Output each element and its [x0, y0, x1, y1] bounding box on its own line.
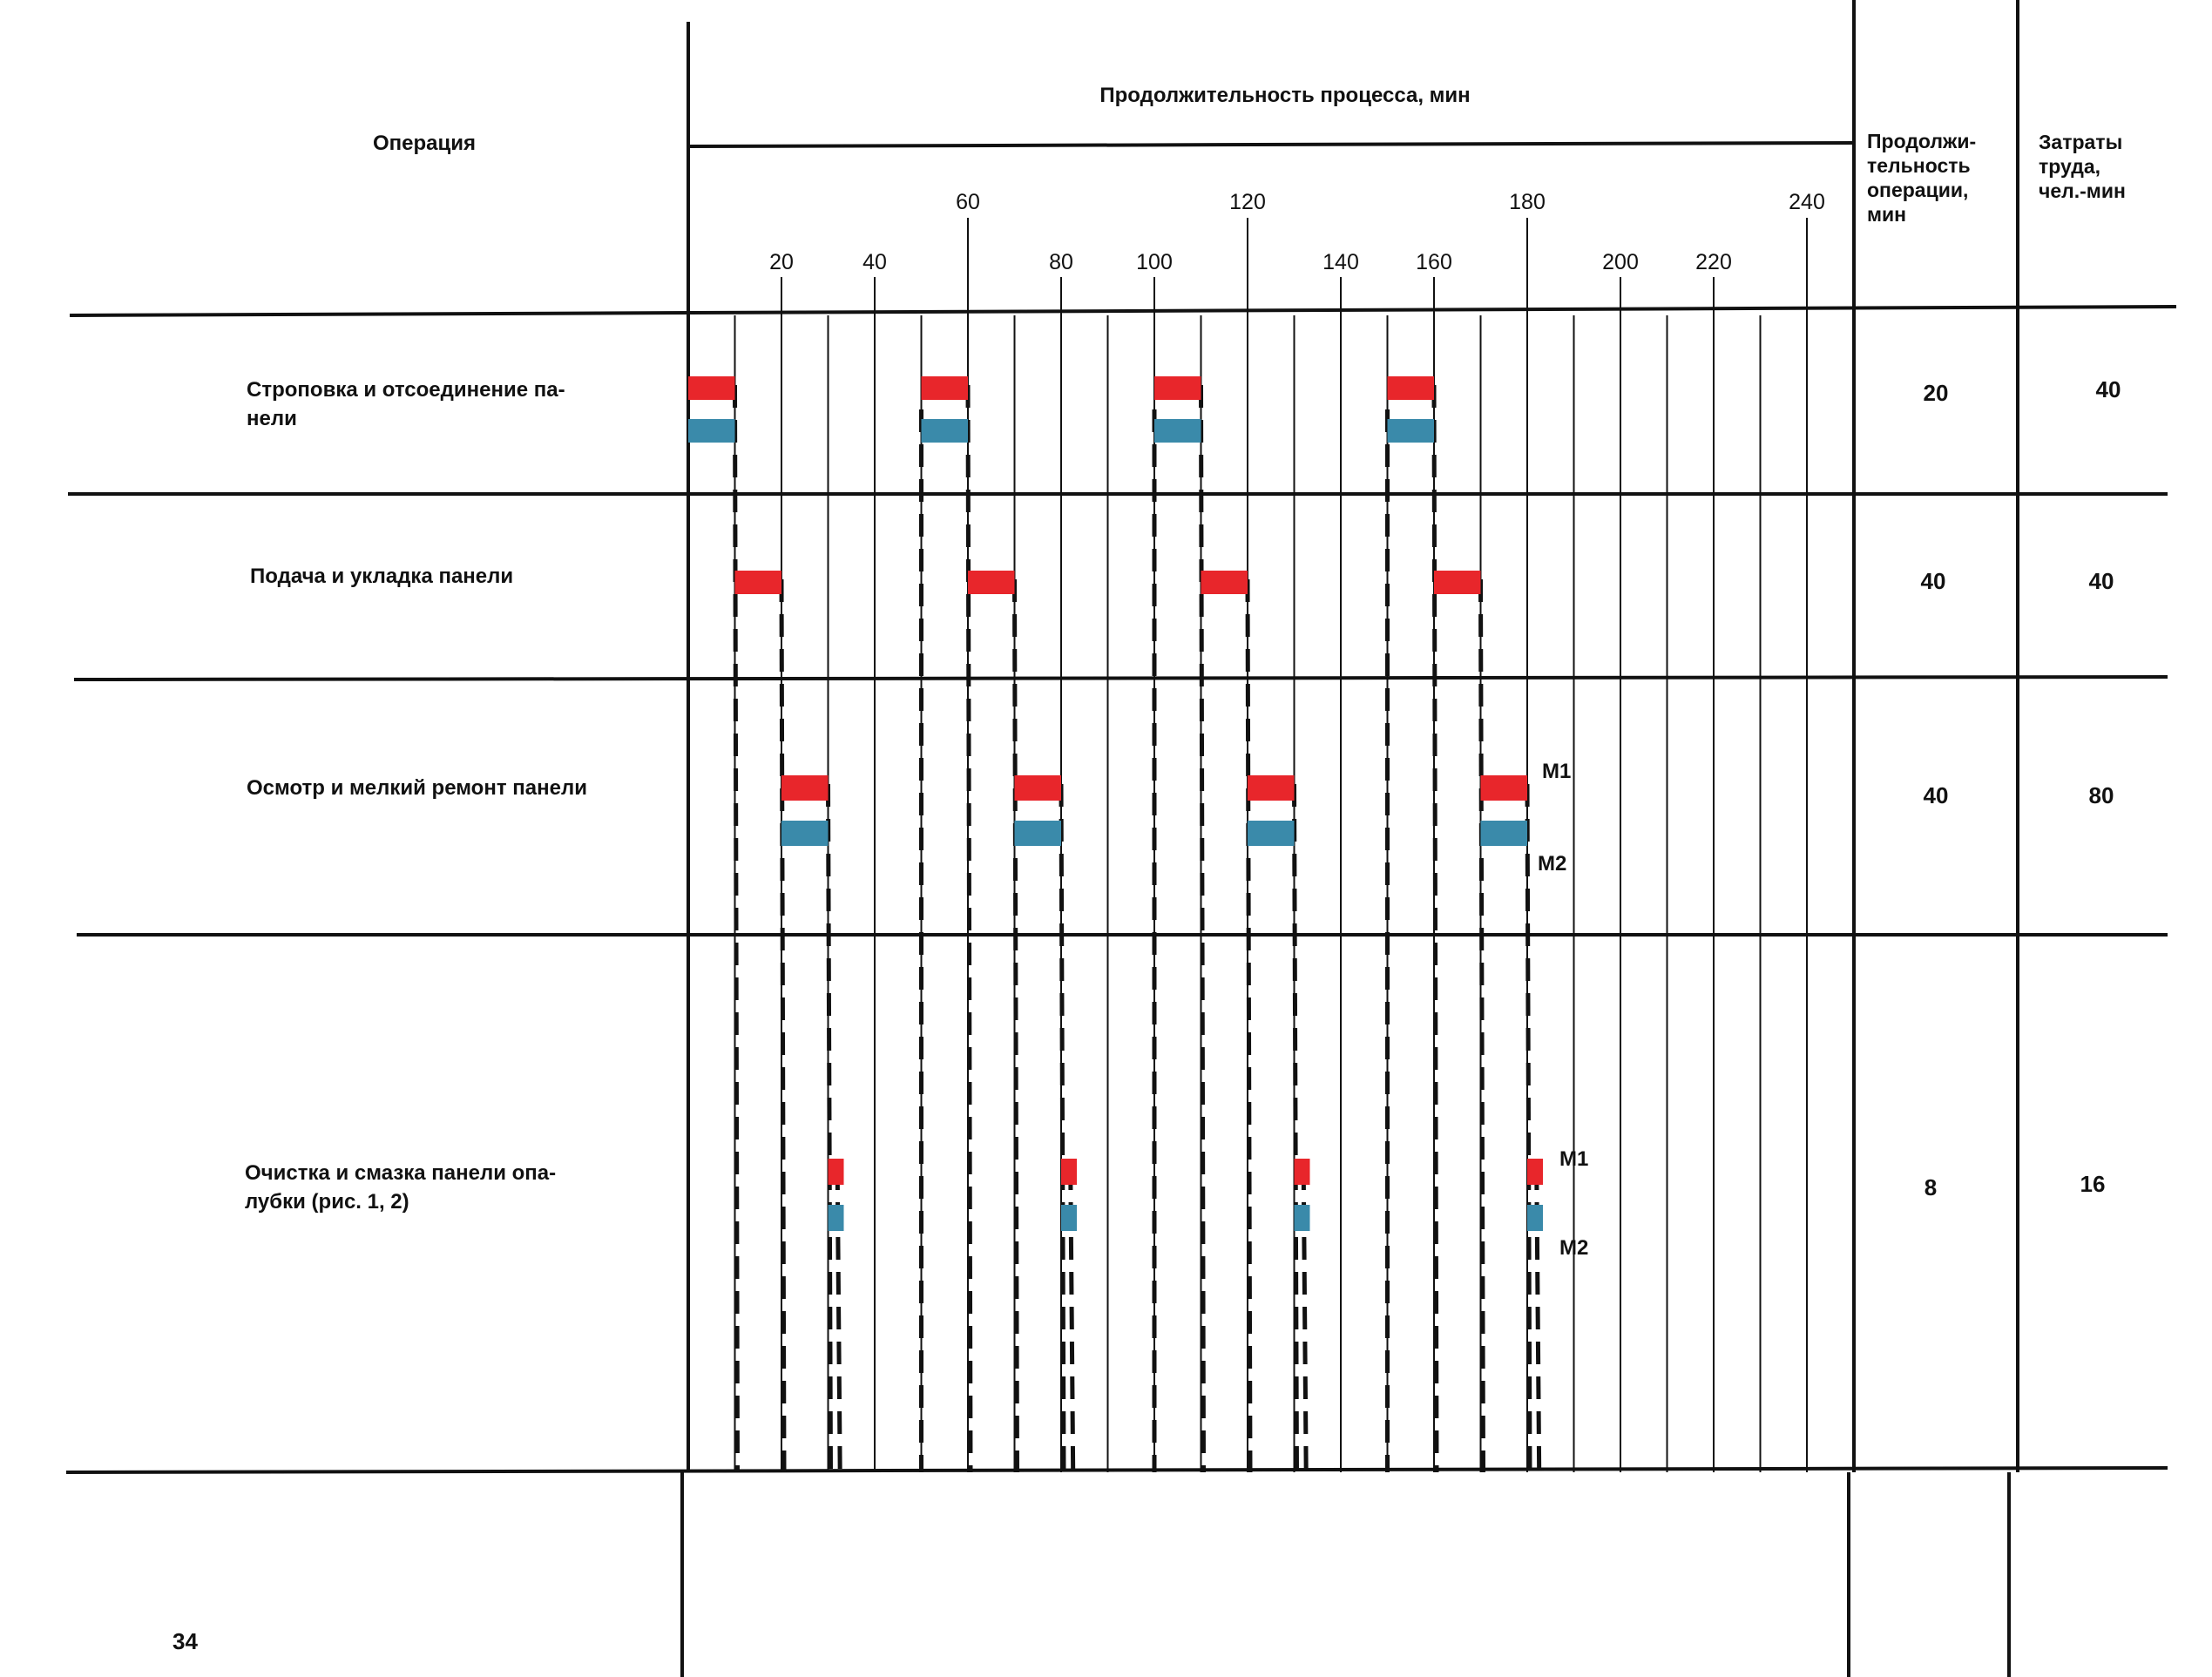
labor-header-line-1: Затраты [2039, 131, 2123, 153]
bar-red-cycle4-row3 [1481, 775, 1528, 801]
bar-red-cycle1-row2 [735, 571, 782, 594]
labor-header-line-3: чел.-мин [2039, 179, 2126, 202]
bar-red-cycle1-row3 [781, 775, 829, 801]
bar-blue-cycle4-row3 [1481, 821, 1528, 846]
frame-line-header-bottom [70, 307, 2176, 315]
tick-label-160: 160 [1416, 250, 1452, 274]
bar-red-cycle4-row1 [1388, 376, 1435, 400]
row-1-label-line-1: Строповка и отсоединение па- [247, 378, 565, 402]
bar-blue-cycle1-row3 [781, 821, 829, 846]
bar-blue-cycle2-row4 [1061, 1205, 1077, 1231]
row-3-labor: 80 [2088, 782, 2114, 808]
labor-values [2080, 376, 2121, 1197]
page-number: 34 [172, 1628, 198, 1654]
bar-red-cycle2-row2 [968, 571, 1015, 594]
tick-label-100: 100 [1136, 250, 1173, 274]
labor-header-line-2: труда, [2039, 155, 2101, 178]
tick-label-40: 40 [862, 250, 887, 274]
bar-blue-cycle1-row4 [829, 1205, 844, 1231]
duration-header-line-1: Продолжи- [1867, 130, 1977, 152]
tick-label-120: 120 [1229, 190, 1266, 214]
bar-red-cycle1-row4 [829, 1159, 844, 1185]
tick-label-80: 80 [1049, 250, 1073, 274]
bar-red-cycle4-row2 [1434, 571, 1481, 594]
row-2-labor: 40 [2088, 568, 2114, 594]
tick-label-180: 180 [1509, 190, 1546, 214]
duration-values [1921, 380, 1949, 1200]
tick-label-200: 200 [1602, 250, 1639, 274]
operation-column-header: Операция [372, 132, 477, 155]
time-tick-labels [769, 190, 1825, 315]
frame-line-timeline-header [688, 143, 1854, 146]
duration-header-line-2: тельность [1867, 154, 1971, 177]
bar-blue-cycle2-row1 [922, 419, 969, 443]
tick-label-60: 60 [956, 190, 980, 214]
bar-red-cycle4-row4 [1527, 1159, 1543, 1185]
row-1-labor: 40 [2095, 376, 2121, 402]
row-4-label-line-1: Очистка и смазка панели опа- [245, 1161, 557, 1185]
bar-red-cycle2-row3 [1015, 775, 1062, 801]
row-4-marker-m1: М1 [1559, 1147, 1589, 1171]
bar-red-cycle3-row2 [1201, 571, 1248, 594]
bar-red-cycle3-row3 [1248, 775, 1295, 801]
bar-red-cycle3-row1 [1154, 376, 1201, 400]
tick-label-20: 20 [769, 250, 794, 274]
row-4-duration: 8 [1924, 1174, 1938, 1200]
tick-label-140: 140 [1322, 250, 1359, 274]
bar-blue-cycle1-row1 [688, 419, 735, 443]
tick-label-240: 240 [1789, 190, 1825, 214]
duration-header-line-3: операции, [1867, 179, 1969, 201]
row-2-duration: 40 [1920, 568, 1946, 594]
bar-blue-cycle3-row3 [1248, 821, 1295, 846]
row-2-label-line-1: Подача и укладка панели [250, 565, 514, 588]
bar-blue-cycle3-row4 [1295, 1205, 1310, 1231]
row-3-marker-m2: М2 [1538, 852, 1567, 876]
row-3-marker-m1: М1 [1542, 760, 1572, 783]
row-4-marker-m2: М2 [1559, 1236, 1589, 1260]
bar-red-cycle2-row4 [1061, 1159, 1077, 1185]
row-labels [245, 378, 587, 1214]
bar-blue-cycle3-row1 [1154, 419, 1201, 443]
bar-red-cycle3-row4 [1295, 1159, 1310, 1185]
worker-markers [1538, 760, 1588, 1260]
row-1-duration: 20 [1923, 380, 1949, 406]
row-4-label-line-2: лубки (рис. 1, 2) [245, 1190, 409, 1214]
bar-blue-cycle2-row3 [1015, 821, 1062, 846]
operation-bars [688, 376, 1543, 1231]
duration-header-line-4: мин [1867, 203, 1907, 226]
bar-red-cycle2-row1 [922, 376, 969, 400]
row-4-labor: 16 [2080, 1171, 2106, 1197]
tick-label-220: 220 [1695, 250, 1732, 274]
bar-blue-cycle4-row1 [1388, 419, 1435, 443]
cycle-connector-lines [735, 385, 1539, 1472]
bar-blue-cycle4-row4 [1527, 1205, 1543, 1231]
table-frame [66, 0, 2176, 1677]
timeline-header: Продолжительность процесса, мин [1099, 84, 1471, 107]
bar-red-cycle1-row1 [688, 376, 735, 400]
labor-column-header [2039, 131, 2126, 202]
row-1-label-line-2: нели [247, 407, 297, 430]
row-3-duration: 40 [1923, 782, 1949, 808]
row-3-label-line-1: Осмотр и мелкий ремонт панели [247, 776, 587, 800]
time-gridlines [735, 315, 1808, 1472]
duration-column-header [1867, 130, 1976, 226]
